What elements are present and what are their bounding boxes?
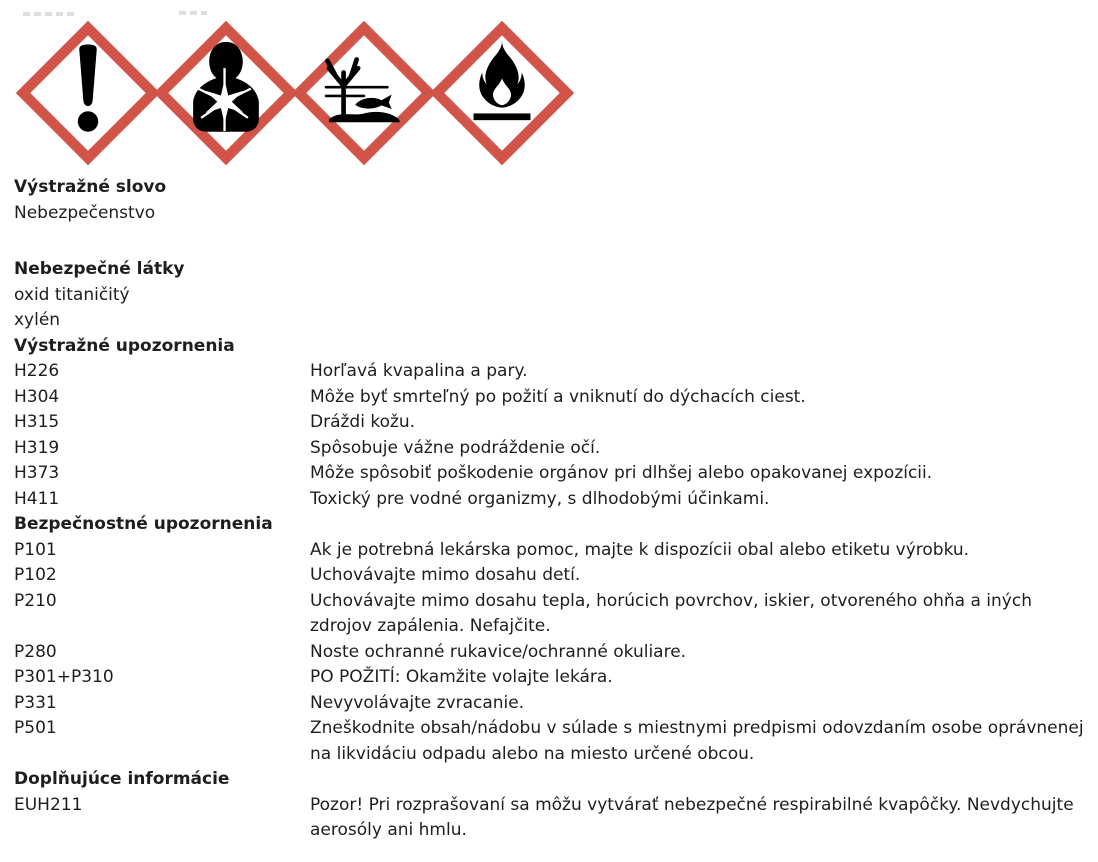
- supplementary-information-row: [14, 793, 1084, 844]
- exclamation-mark-icon: [15, 20, 161, 166]
- precautionary-code: P301+P310: [14, 667, 114, 687]
- precautionary-code: P101: [14, 539, 57, 560]
- hazard-code: H304: [14, 386, 60, 407]
- health-hazard-icon: [153, 20, 299, 166]
- diamond-border: [299, 28, 429, 158]
- hazard-statement-row: [14, 385, 1084, 411]
- precautionary-code: P331: [14, 692, 57, 713]
- precautionary-text: PO POŽITÍ: Okamžite volajte lekára.: [310, 667, 613, 687]
- precautionary-statement-row: [14, 665, 1084, 691]
- hazard-statement-row: [14, 359, 1084, 385]
- signal-word-value: Nebezpečenstvo: [14, 202, 156, 223]
- hazard-text: Môže spôsobiť poškodenie orgánov pri dlhšej alebo opakovanej expozícii.: [310, 463, 933, 483]
- ghs-pictogram-row: [15, 0, 1084, 166]
- hazard-code: H315: [14, 412, 60, 432]
- precautionary-text: Noste ochranné rukavice/ochranné okuliare.: [310, 641, 687, 662]
- precautionary-code: P280: [14, 641, 57, 662]
- hazardous-substance: oxid titaničitý: [14, 284, 130, 305]
- precautionary-text: Uchovávajte mimo dosahu detí.: [310, 565, 581, 585]
- cropped-text-artifact: [23, 12, 75, 16]
- hazard-code: H373: [14, 463, 60, 483]
- supplementary-information-heading: Doplňujúce informácie: [14, 769, 230, 789]
- precautionary-text: Nevyvolávajte zvracanie.: [310, 692, 525, 713]
- hazard-text: Toxický pre vodné organizmy, s dlhodobými účinkami.: [310, 488, 770, 509]
- precautionary-text: Ak je potrebná lekárska pomoc, majte k dispozícii obal alebo etiketu výrobku.: [310, 539, 970, 560]
- hazard-code: H411: [14, 488, 60, 509]
- flame-icon: [429, 20, 575, 166]
- hazard-text: Spôsobuje vážne podráždenie očí.: [310, 437, 601, 458]
- precautionary-code: P501: [14, 718, 57, 738]
- precautionary-statement-row: [14, 716, 1084, 767]
- precautionary-text: Uchovávajte mimo dosahu tepla, horúcich povrchov, iskier, otvoreného ohňa a iných zdrojov zapálenia. Nefajčite.: [310, 590, 1032, 636]
- supplementary-text: Pozor! Pri rozprašovaní sa môžu vytvárať nebezpečné respirabilné kvapôčky. Nevdychujte aerosóly ani hmlu.: [310, 794, 1074, 840]
- hazard-statement-row: [14, 487, 1084, 513]
- hazard-code: H319: [14, 437, 60, 458]
- supplementary-code: EUH211: [14, 794, 83, 815]
- hazard-text: Môže byť smrteľný po požití a vniknutí do dýchacích ciest.: [310, 386, 806, 407]
- precautionary-code: P102: [14, 565, 57, 585]
- hazard-statements-heading: Výstražné upozornenia: [14, 335, 235, 356]
- hazard-code: H226: [14, 361, 60, 381]
- precautionary-code: P210: [14, 590, 57, 611]
- hazardous-substance: xylén: [14, 310, 61, 330]
- hazard-statement-row: [14, 410, 1084, 436]
- hazard-statement-row: [14, 436, 1084, 462]
- precautionary-statement-row: [14, 563, 1084, 589]
- precautionary-statement-row: [14, 538, 1084, 564]
- hazard-statement-row: [14, 461, 1084, 487]
- hazard-text: Dráždi kožu.: [310, 412, 416, 432]
- hazardous-substances-heading: Nebezpečné látky: [14, 259, 185, 279]
- environment-icon: [291, 20, 437, 166]
- precautionary-statement-row: [14, 640, 1084, 666]
- precautionary-text: Zneškodnite obsah/nádobu v súlade s miestnymi predpismi odovzdaním osobe oprávnenej na likvidáciu odpadu alebo na miesto určené obcou.: [310, 718, 1084, 764]
- cropped-text-artifact: [179, 11, 207, 15]
- signal-word-heading: Výstražné slovo: [14, 177, 167, 197]
- precautionary-statement-row: [14, 589, 1084, 640]
- precautionary-statement-row: [14, 691, 1084, 717]
- precautionary-statements-heading: Bezpečnostné upozornenia: [14, 514, 273, 534]
- hazard-text: Horľavá kvapalina a pary.: [310, 361, 528, 381]
